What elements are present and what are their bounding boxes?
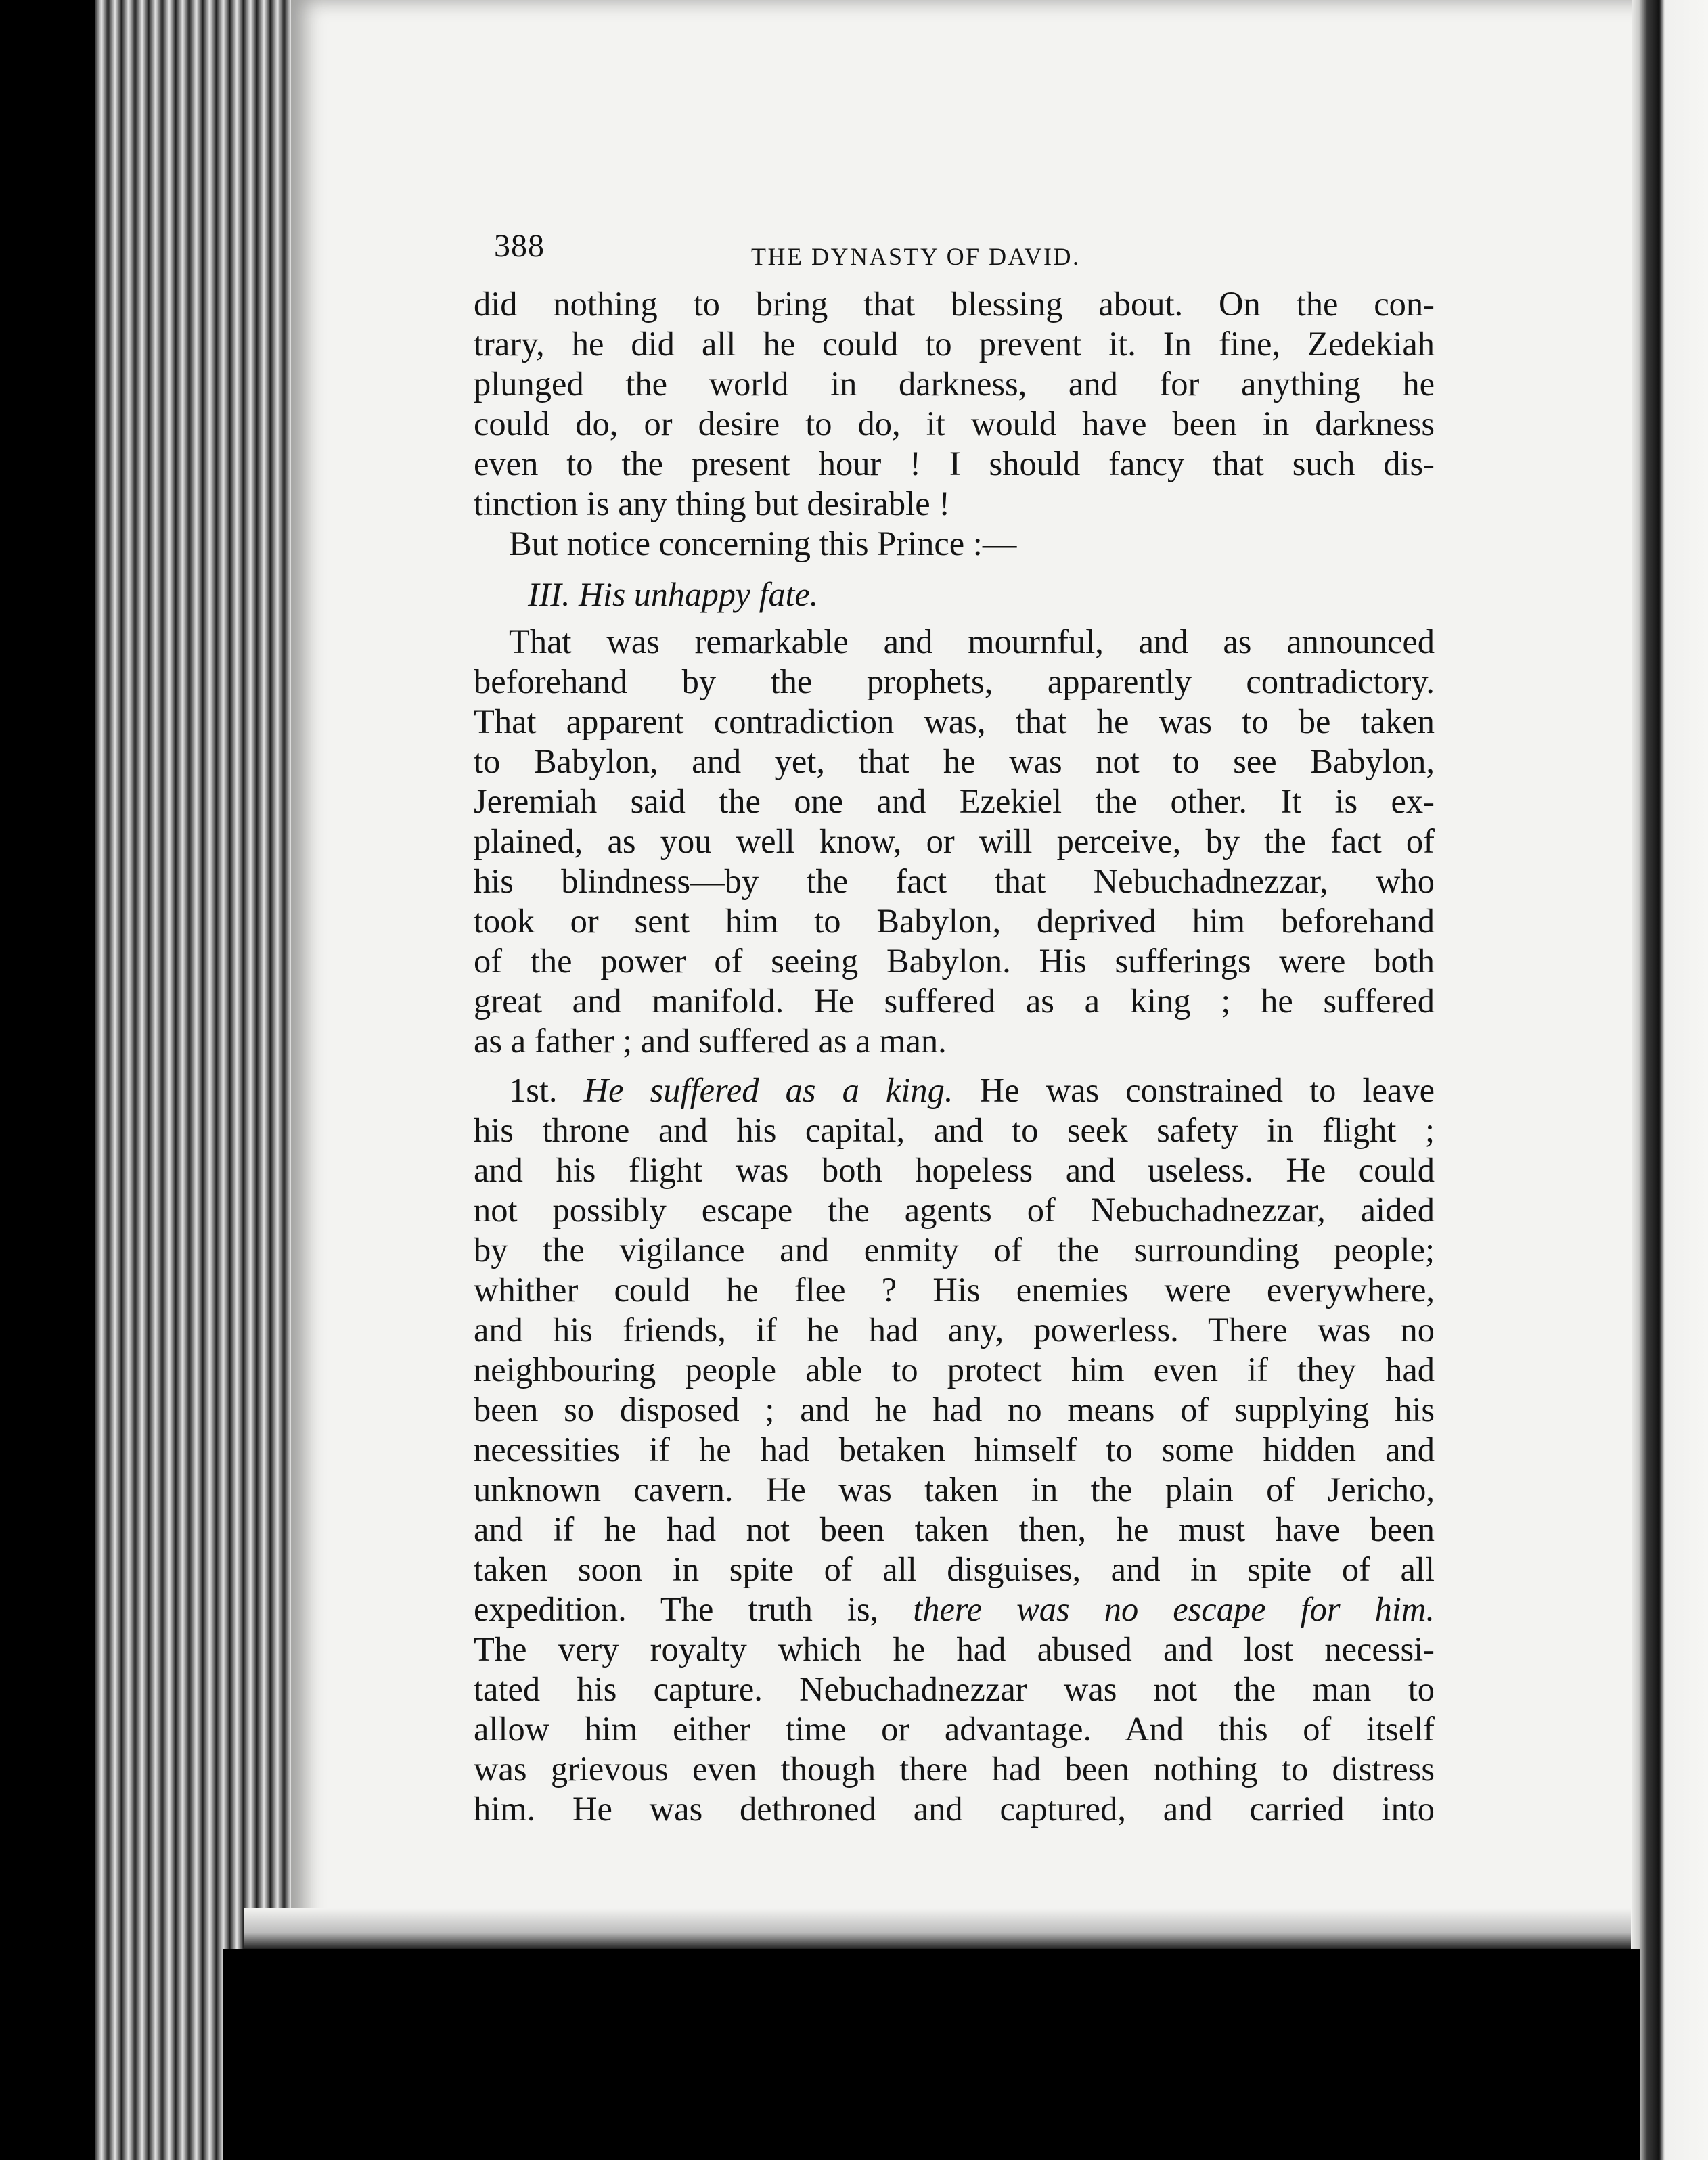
emphasis-text: there was no escape for him. — [913, 1590, 1435, 1628]
running-head: THE DYNASTY OF DAVID. — [751, 243, 1081, 270]
page-number: 388 — [494, 228, 545, 264]
text-line: was grievous even though there had been nothing to distress — [474, 1750, 1435, 1788]
text-line — [474, 1071, 1435, 1110]
text-line — [474, 1590, 1435, 1629]
page-header — [474, 223, 1435, 284]
text-line: as a father ; and suffered as a man. — [474, 1022, 947, 1060]
text-line: The very royalty which he had abused and lost necessi- — [474, 1630, 1435, 1668]
text-line: to Babylon, and yet, that he was not to see Babylon, — [474, 742, 1435, 780]
text-line: That apparent contradiction was, that he was to be taken — [474, 702, 1435, 740]
paragraph-2 — [474, 524, 1435, 564]
paragraph-1 — [474, 284, 1435, 524]
text-line: took or sent him to Babylon, deprived him beforehand — [474, 902, 1435, 940]
scan-background-bottom — [223, 1949, 1640, 2160]
paragraph-4 — [474, 1071, 1435, 1829]
text-line: neighbouring people able to protect him even if they had — [474, 1351, 1435, 1389]
text-line: not possibly escape the agents of Nebuchadnezzar, aided — [474, 1191, 1435, 1229]
text-line: unknown cavern. He was taken in the plain of Jericho, — [474, 1470, 1435, 1508]
text-line: whither could he flee ? His enemies were everywhere, — [474, 1271, 1435, 1309]
book-page-edges — [95, 0, 298, 2160]
text-line: necessities if he had betaken himself to some hidden and — [474, 1431, 1435, 1468]
paragraph-3 — [474, 622, 1435, 1061]
text-line: been so disposed ; and he had no means of supplying his — [474, 1391, 1435, 1428]
text-line: tinction is any thing but desirable ! — [474, 485, 951, 522]
paragraph-gap — [474, 1061, 1435, 1071]
text-run: He was constrained to leave — [979, 1071, 1435, 1109]
text-line: his blindness—by the fact that Nebuchadnezzar, who — [474, 862, 1435, 900]
text-line: of the power of seeing Babylon. His sufferings were both — [474, 942, 1435, 980]
text-line: him. He was dethroned and captured, and carried into — [474, 1790, 1435, 1828]
text-line: tated his capture. Nebuchadnezzar was not the man to — [474, 1670, 1435, 1708]
text-line: That was remarkable and mournful, and as announced — [509, 623, 1435, 660]
text-line: and his friends, if he had any, powerless. There was no — [474, 1311, 1435, 1349]
text-line: his throne and his capital, and to seek safety in flight ; — [474, 1111, 1435, 1149]
text-line: could do, or desire to do, it would have been in darkness — [474, 405, 1435, 443]
text-line: allow him either time or advantage. And this of itself — [474, 1710, 1435, 1748]
facing-page-edge — [1632, 0, 1708, 2160]
text-run: expedition. The truth is, — [474, 1590, 879, 1628]
text-line: trary, he did all he could to prevent it. In fine, Zedekiah — [474, 325, 1435, 363]
text-line: beforehand by the prophets, apparently contradictory. — [474, 662, 1435, 700]
section-heading: III. His unhappy fate. — [528, 575, 819, 613]
text-line: great and manifold. He suffered as a king ; he suffered — [474, 982, 1435, 1020]
text-line: by the vigilance and enmity of the surrounding people; — [474, 1231, 1435, 1269]
text-line: But notice concerning this Prince :— — [509, 524, 1017, 562]
page-bottom-curl — [244, 1908, 1631, 1949]
body-text — [474, 284, 1435, 1829]
text-line: and if he had not been taken then, he must have been — [474, 1510, 1435, 1548]
text-line: plunged the world in darkness, and for anything he — [474, 365, 1435, 403]
text-line: even to the present hour ! I should fancy that such dis- — [474, 445, 1435, 482]
enumeration-label: 1st. — [509, 1071, 558, 1109]
text-line: did nothing to bring that blessing about. On the con- — [474, 285, 1435, 323]
sub-heading: He suffered as a king. — [583, 1071, 953, 1109]
text-line: plained, as you well know, or will perceive, by the fact of — [474, 822, 1435, 860]
page-text-block — [474, 223, 1435, 1829]
text-line: taken soon in spite of all disguises, and in spite of all — [474, 1550, 1435, 1588]
text-line: and his flight was both hopeless and useless. He could — [474, 1151, 1435, 1189]
text-line: Jeremiah said the one and Ezekiel the other. It is ex- — [474, 782, 1435, 820]
